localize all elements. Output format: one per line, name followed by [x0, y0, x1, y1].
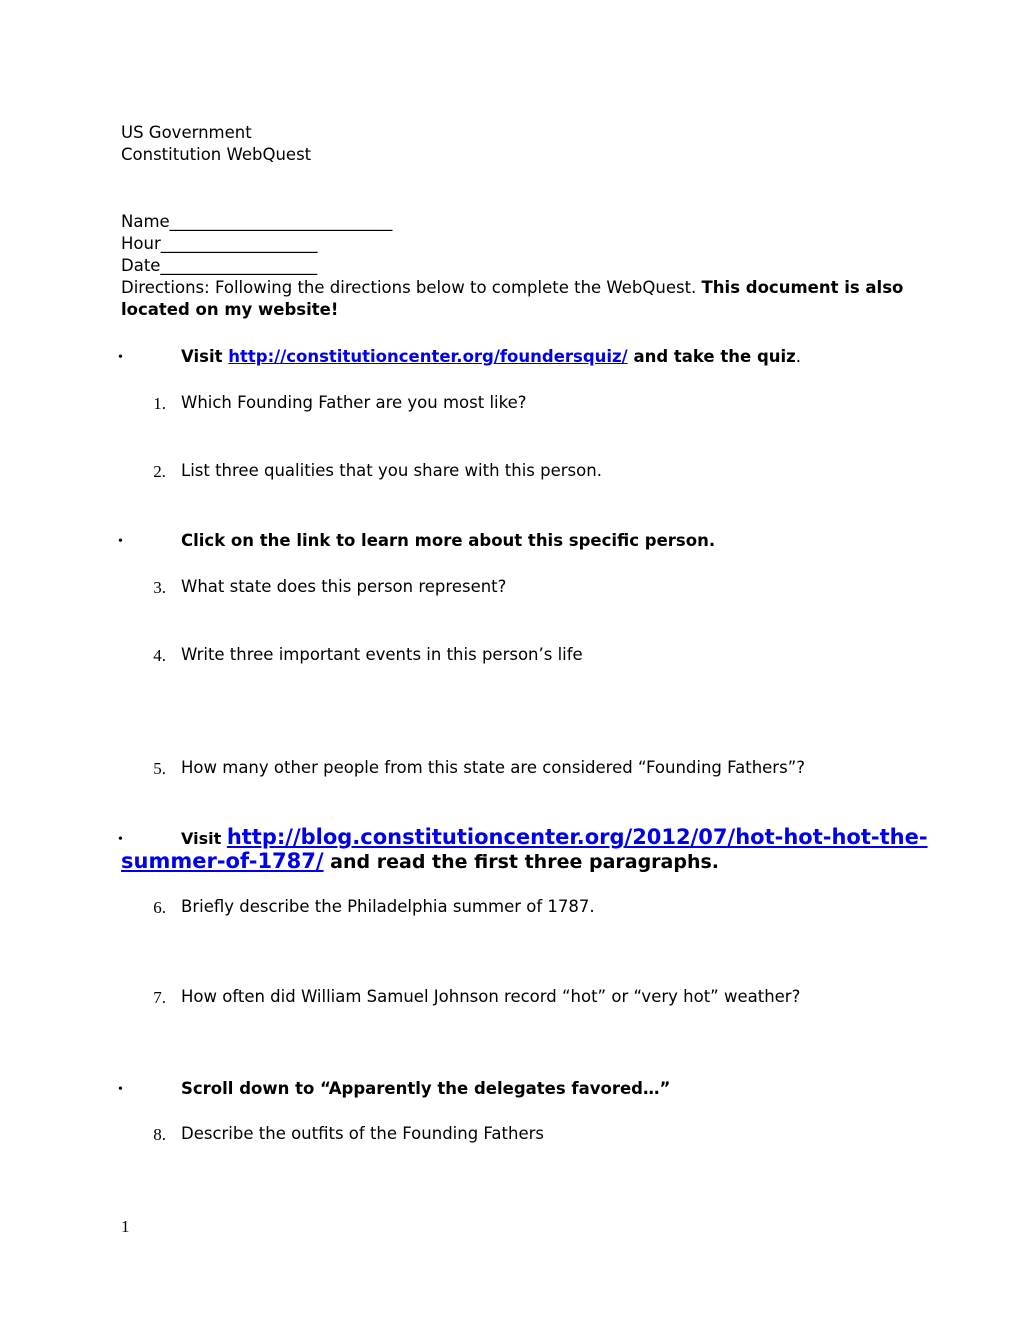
instruction-learn-more: Click on the link to learn more about this specific person. — [181, 531, 716, 550]
instruction-prefix: Visit — [181, 829, 227, 848]
instruction-prefix: Visit — [181, 347, 229, 366]
course-title: US Government — [121, 123, 252, 142]
question-number: 4. — [153, 646, 166, 665]
bullet-icon: • — [118, 350, 123, 365]
question-8: Describe the outfits of the Founding Fathers — [181, 1124, 544, 1143]
directions-bold-note-cont: located on my website! — [121, 300, 339, 319]
bullet-icon: • — [118, 832, 123, 847]
directions-bold-note: This document is also — [701, 278, 904, 297]
instruction-visit-quiz — [181, 346, 801, 368]
question-number: 5. — [153, 759, 166, 778]
bullet-icon: • — [118, 534, 123, 549]
question-5: How many other people from this state are considered “Founding Fathers”? — [181, 758, 805, 777]
question-number: 3. — [153, 578, 166, 597]
date-field[interactable]: Date___________________ — [121, 256, 318, 275]
founders-quiz-link[interactable]: http://constitutioncenter.org/foundersquiz/ — [228, 347, 628, 366]
name-field[interactable]: Name___________________________ — [121, 212, 393, 231]
assignment-title: Constitution WebQuest — [121, 145, 312, 164]
question-3: What state does this person represent? — [181, 577, 507, 596]
question-number: 7. — [153, 988, 166, 1007]
blog-link[interactable]: http://blog.constitutioncenter.org/2012/07/hot-hot-hot-the- — [226, 825, 928, 849]
instruction-visit-blog-cont — [121, 848, 719, 876]
instruction-suffix: and read the first three paragraphs. — [323, 851, 720, 873]
question-4: Write three important events in this person’s life — [181, 645, 583, 664]
question-1: Which Founding Father are you most like? — [181, 393, 527, 412]
page-number: 1 — [121, 1217, 130, 1236]
instruction-scroll-down: Scroll down to “Apparently the delegates favored…” — [181, 1079, 671, 1098]
question-number: 8. — [153, 1125, 166, 1144]
question-2: List three qualities that you share with this person. — [181, 461, 602, 480]
bullet-icon: • — [118, 1082, 123, 1097]
directions-text: Directions: Following the directions below to complete the WebQuest. — [121, 278, 702, 297]
instruction-suffix: and take the quiz — [627, 347, 796, 366]
blog-link-cont[interactable]: summer-of-1787/ — [121, 849, 324, 873]
question-6: Briefly describe the Philadelphia summer of 1787. — [181, 897, 595, 916]
question-number: 1. — [153, 394, 166, 413]
instruction-period: . — [795, 347, 802, 366]
question-number: 6. — [153, 898, 166, 917]
question-number: 2. — [153, 462, 166, 481]
question-7: How often did William Samuel Johnson record “hot” or “very hot” weather? — [181, 987, 801, 1006]
hour-field[interactable]: Hour___________________ — [121, 234, 318, 253]
directions — [121, 277, 903, 299]
